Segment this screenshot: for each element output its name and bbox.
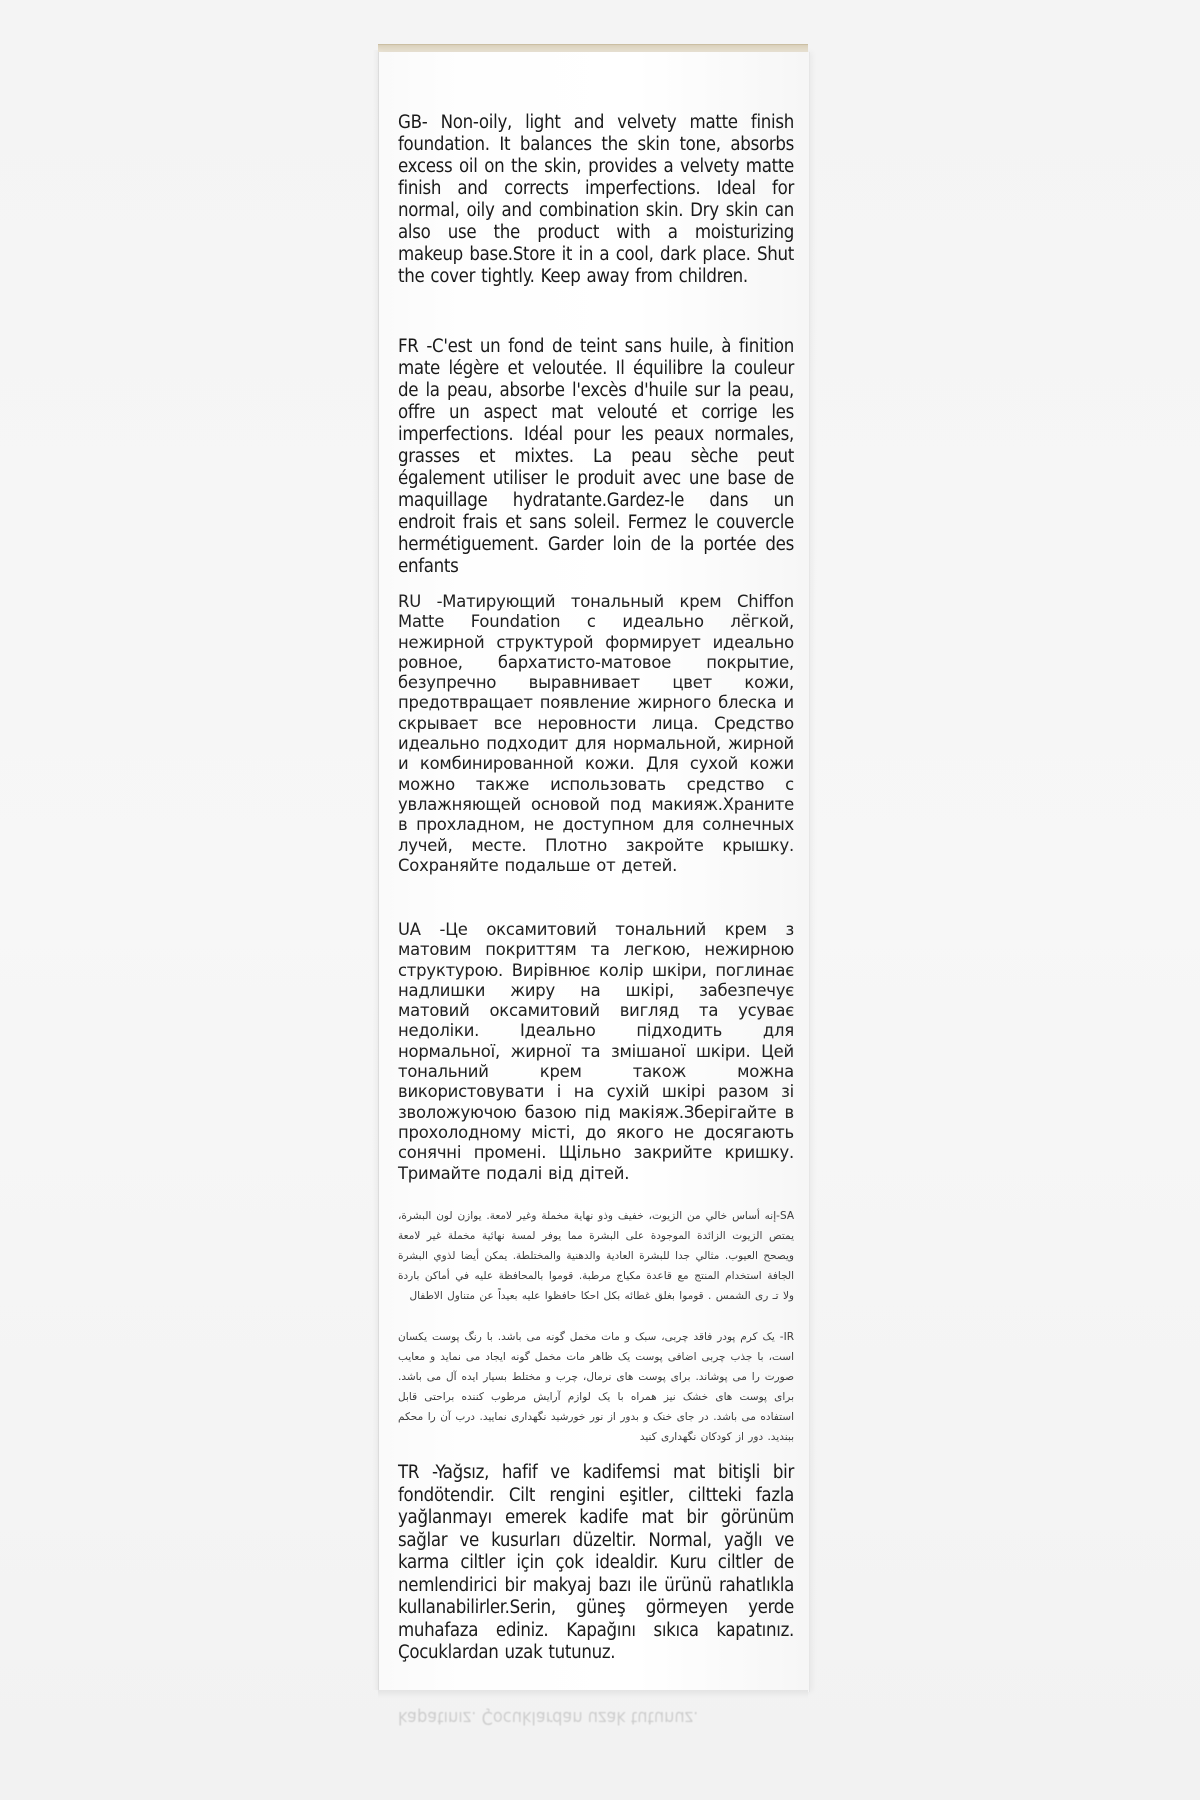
- label-text-ua: UA -Це оксамитовий тональний крем з матовим покриттям та легкою, нежирною структурою. Вирівнює колір шкіри, поглинає надлишки жиру на шкірі, забезпечує матовий оксамитовий вигляд та усуває недоліки. Ідеально підходить для нормальної, жирної та змішаної шкіри. Цей тональний крем також можна використовувати і на сухій шкірі разом зі зволожуючою базою під макіяж.Зберігайте в прохолодному місті, до якого не досягають сонячні промені. Щільно закрийте кришку. Тримайте подалі від дітей.: [398, 920, 794, 1183]
- box-bottom-edge: [378, 1690, 808, 1698]
- label-text-ir: IR- یک کرم پودر فاقد چربی، سبک و مات مخمل گونه می باشد. با رنگ پوست یکسان است، با جذب چربی اضافی پوست یک ظاهر مات مخمل گونه ایجاد می نماید و معایب صورت را می پوشاند. برای پوست های نرمال، چرب و مختلط بسیار ایده آل می باشد. برای پوست های خشک نیز همراه با یک لوازم آرایش مرطوب کننده براحتی قابل استفاده می باشد. در جای خنک و بدور از نور خورشید نگهداری نمایید. درب آن را محکم ببندید. دور از کودکان نگهداری کنید: [398, 1331, 794, 1443]
- surface-reflection: [398, 1706, 794, 1736]
- reflection-text: kapatınız. Çocuklardan uzak tutunuz.: [398, 1707, 699, 1728]
- label-text-gb: GB- Non-oily, light and velvety matte finish foundation. It balances the skin tone, absorbs excess oil on the skin, provides a velvety matte finish and corrects imperfections. Ideal for normal, oily and combination skin. Dry skin can also use the product with a moisturizing makeup base.Store it in a cool, dark place. Shut the cover tightly. Keep away from children.: [398, 112, 794, 287]
- label-text-fr: FR -C'est un fond de teint sans huile, à finition mate légère et veloutée. Il équilibre la couleur de la peau, absorbe l'excès d'huile sur la peau, offre un aspect mat velouté et corrige les imperfections. Idéal pour les peaux normales, grasses et mixtes. La peau sèche peut également utiliser le produit avec une base de maquillage hydratante.Gardez-le dans un endroit frais et sans soleil. Fermez le couvercle hermétiguement. Garder loin de la portée des enfants: [398, 336, 794, 577]
- label-text-sa: SA-إنه أساس خالي من الزيوت، خفيف وذو نهاية مخملة وغير لامعة. يوازن لون البشرة، يمتص الزيوت الزائدة الموجودة على البشرة مما يوفر لمسة نهائية مخملة غير لامعة ويصحح العيوب. مثالي جدا للبشرة العادية والدهنية والمختلطة. يمكن أيضا لذوي البشرة الجافة استخدام المنتج مع قاعدة مكياج مرطبة. قوموا بالمحافظة عليه في أماكن باردة ولا تـ رى الشمس . قوموا بغلق غطائه بكل احكا حافظوا عليه بعيداً عن متناول الاطفال: [398, 1210, 794, 1302]
- label-text-ru: RU -Матирующий тональный крем Chiffon Matte Foundation с идеально лёгкой, нежирной структурой формирует идеально ровное, бархатисто-матовое покрытие, безупречно выравнивает цвет кожи, предотвращает появление жирного блеска и скрывает все неровности лица. Средство идеально подходит для нормальной, жирной и комбинированной кожи. Для сухой кожи можно также использовать средство с увлажняющей основой под макияж.Храните в прохладном, не доступном для солнечных лучей, месте. Плотно закройте крышку. Сохраняйте подальше от детей.: [398, 592, 794, 875]
- label-text-tr: TR -Yağsız, hafif ve kadifemsi mat bitişli bir fondötendir. Cilt rengini eşitler, ciltteki fazla yağlanmayı emerek kadife mat bir görünüm sağlar ve kusurları düzeltir. Normal, yağlı ve karma ciltler için çok idealdir. Kuru ciltler de nemlendirici bir makyaj bazı ile ürünü rahatlıkla kullanabilirler.Serin, güneş görmeyen yerde muhafaza ediniz. Kapağını sıkıca kapatınız. Çocuklardan uzak tutunuz.: [398, 1462, 794, 1663]
